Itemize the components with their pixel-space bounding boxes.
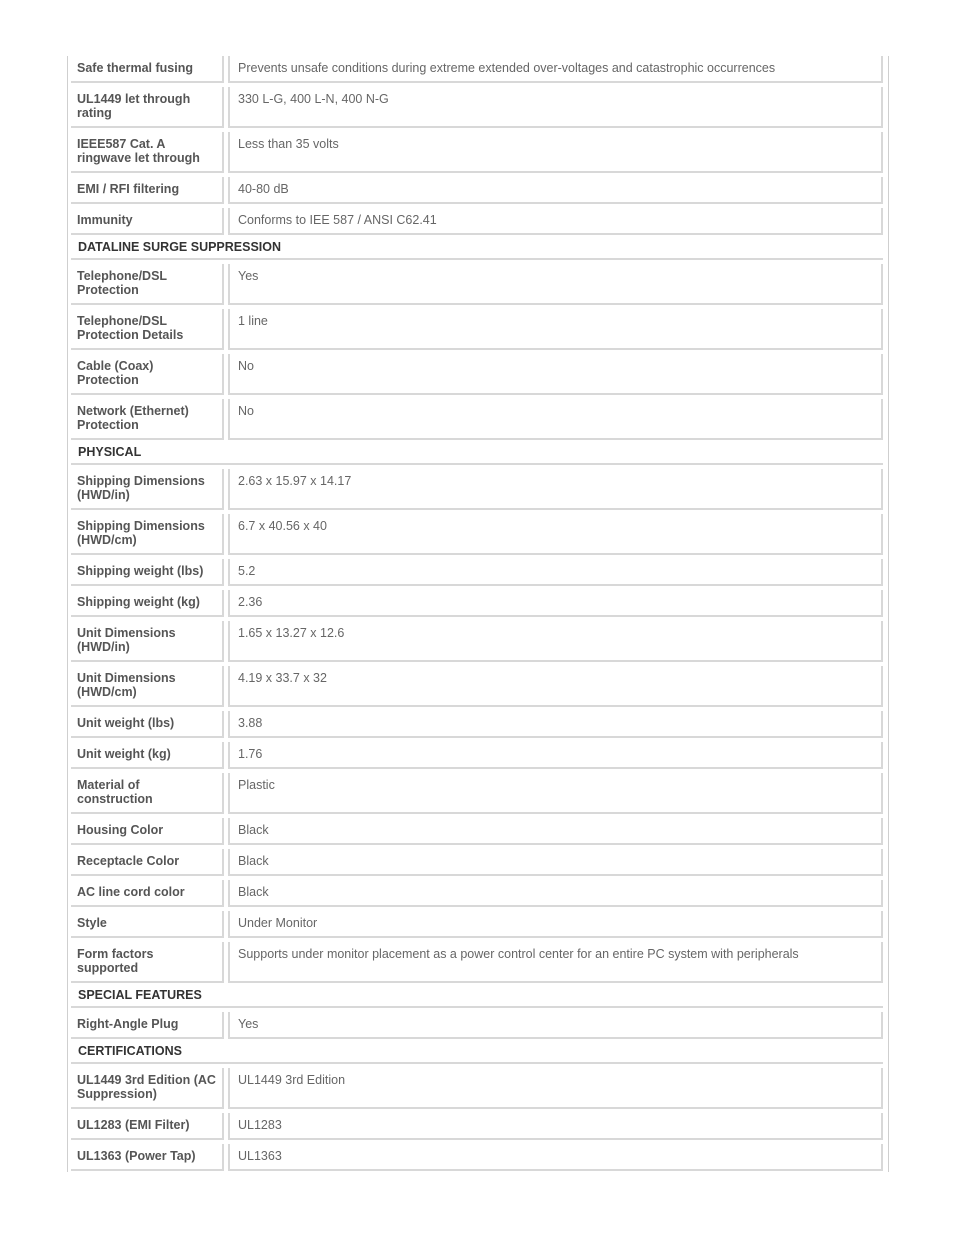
spec-value: 330 L-G, 400 L-N, 400 N-G: [228, 87, 883, 128]
spec-label: Unit Dimensions (HWD/cm): [71, 666, 224, 707]
spec-value: 2.36: [228, 590, 883, 617]
spec-value: Supports under monitor placement as a power control center for an entire PC system with peripherals: [228, 942, 883, 983]
spec-row: [71, 818, 883, 845]
spec-label: UL1363 (Power Tap): [71, 1144, 224, 1171]
spec-label: Cable (Coax) Protection: [71, 354, 224, 395]
spec-label: Unit weight (kg): [71, 742, 224, 769]
spec-label: Material of construction: [71, 773, 224, 814]
spec-row: [71, 1068, 883, 1109]
section-heading-certifications: CERTIFICATIONS: [71, 1041, 883, 1064]
spec-label: IEEE587 Cat. A ringwave let through: [71, 132, 224, 173]
spec-row: [71, 208, 883, 235]
spec-row: [71, 177, 883, 204]
spec-row: [71, 559, 883, 586]
spec-row: [71, 711, 883, 738]
spec-value: Yes: [228, 264, 883, 305]
spec-row: [71, 742, 883, 769]
spec-label: Safe thermal fusing: [71, 56, 224, 83]
spec-label: Telephone/DSL Protection: [71, 264, 224, 305]
spec-row: [71, 132, 883, 173]
spec-row: [71, 514, 883, 555]
spec-row: [71, 309, 883, 350]
spec-value: 1 line: [228, 309, 883, 350]
spec-label: EMI / RFI filtering: [71, 177, 224, 204]
section-heading-physical: PHYSICAL: [71, 442, 883, 465]
spec-row: [71, 399, 883, 440]
spec-label: AC line cord color: [71, 880, 224, 907]
spec-row: [71, 469, 883, 510]
spec-row: [71, 354, 883, 395]
spec-value: 1.65 x 13.27 x 12.6: [228, 621, 883, 662]
spec-row: [71, 1012, 883, 1039]
spec-value: Black: [228, 818, 883, 845]
spec-value: 40-80 dB: [228, 177, 883, 204]
spec-label: UL1449 let through rating: [71, 87, 224, 128]
spec-row: [71, 621, 883, 662]
section-heading-special-features: SPECIAL FEATURES: [71, 985, 883, 1008]
spec-label: Style: [71, 911, 224, 938]
spec-value: UL1363: [228, 1144, 883, 1171]
spec-value: Prevents unsafe conditions during extreme extended over-voltages and catastrophic occurrences: [228, 56, 883, 83]
spec-value: Conforms to IEE 587 / ANSI C62.41: [228, 208, 883, 235]
spec-value: 2.63 x 15.97 x 14.17: [228, 469, 883, 510]
spec-value: Less than 35 volts: [228, 132, 883, 173]
spec-value: 3.88: [228, 711, 883, 738]
spec-value: 6.7 x 40.56 x 40: [228, 514, 883, 555]
spec-label: Shipping weight (lbs): [71, 559, 224, 586]
spec-row: [71, 942, 883, 983]
spec-value: 5.2: [228, 559, 883, 586]
spec-label: Immunity: [71, 208, 224, 235]
spec-label: UL1449 3rd Edition (AC Suppression): [71, 1068, 224, 1109]
spec-label: Form factors supported: [71, 942, 224, 983]
spec-label: UL1283 (EMI Filter): [71, 1113, 224, 1140]
spec-label: Right-Angle Plug: [71, 1012, 224, 1039]
spec-label: Housing Color: [71, 818, 224, 845]
spec-label: Unit Dimensions (HWD/in): [71, 621, 224, 662]
spec-label: Receptacle Color: [71, 849, 224, 876]
spec-row: [71, 773, 883, 814]
spec-label: Shipping weight (kg): [71, 590, 224, 617]
spec-value: UL1449 3rd Edition: [228, 1068, 883, 1109]
spec-label: Shipping Dimensions (HWD/in): [71, 469, 224, 510]
spec-row: [71, 87, 883, 128]
spec-value: 4.19 x 33.7 x 32: [228, 666, 883, 707]
section-heading-dataline-surge-suppression: DATALINE SURGE SUPPRESSION: [71, 237, 883, 260]
spec-value: Black: [228, 849, 883, 876]
spec-label: Shipping Dimensions (HWD/cm): [71, 514, 224, 555]
spec-row: [71, 849, 883, 876]
spec-row: [71, 590, 883, 617]
spec-row: [71, 880, 883, 907]
spec-value: Plastic: [228, 773, 883, 814]
spec-label: Telephone/DSL Protection Details: [71, 309, 224, 350]
spec-value: 1.76: [228, 742, 883, 769]
spec-row: [71, 666, 883, 707]
spec-row: [71, 56, 883, 83]
spec-label: Unit weight (lbs): [71, 711, 224, 738]
spec-value: Black: [228, 880, 883, 907]
spec-row: [71, 911, 883, 938]
spec-value: Yes: [228, 1012, 883, 1039]
spec-value: No: [228, 354, 883, 395]
spec-value: UL1283: [228, 1113, 883, 1140]
spec-label: Network (Ethernet) Protection: [71, 399, 224, 440]
spec-row: [71, 1113, 883, 1140]
spec-value: No: [228, 399, 883, 440]
spec-table: [71, 56, 883, 1175]
spec-row: [71, 1144, 883, 1171]
spec-value: Under Monitor: [228, 911, 883, 938]
spec-row: [71, 264, 883, 305]
